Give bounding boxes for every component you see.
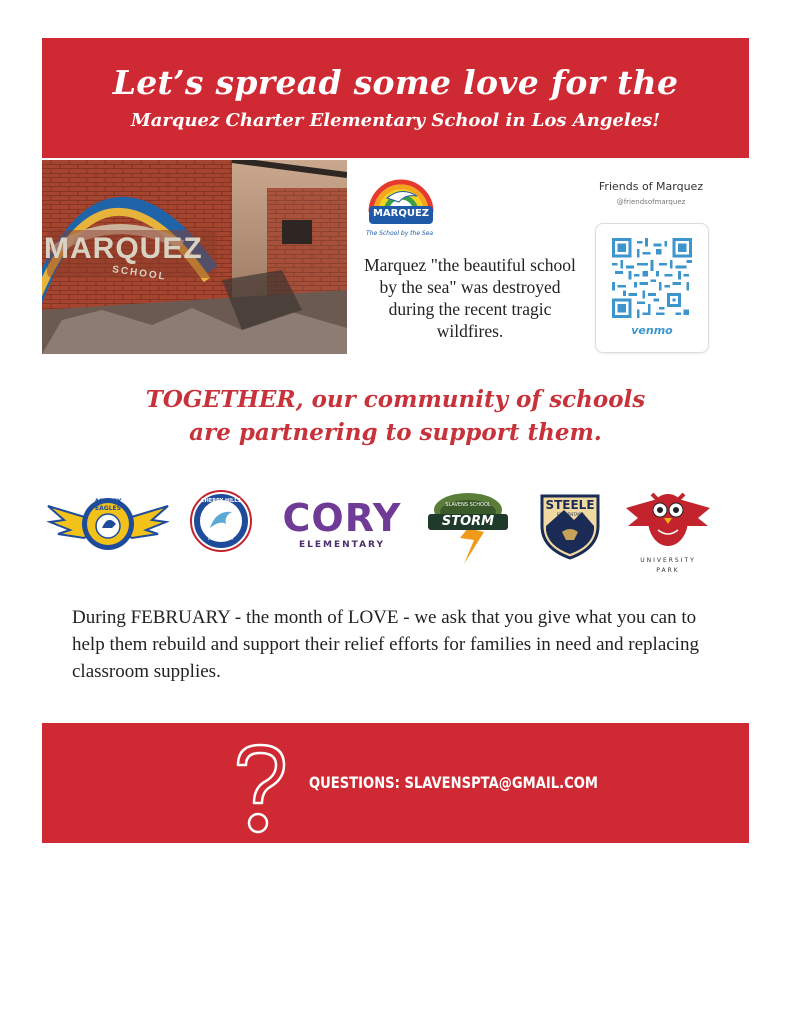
venmo-label: venmo <box>631 324 673 337</box>
february-appeal: During FEBRUARY - the month of LOVE - we ask that you give what you can to help them rebuild and support their relief efforts for families in need and replacing classroom supplies. <box>72 607 699 682</box>
cory-text: CORY <box>282 496 402 540</box>
steele-sub: ELEMENTARY <box>556 512 584 517</box>
footer-banner <box>42 723 749 843</box>
slavens-storm-logo <box>424 490 512 564</box>
venmo-handle: @friendsofmarquez <box>616 198 686 206</box>
university-park-text-2: PARK <box>656 567 680 574</box>
marquez-logo <box>365 172 437 236</box>
header-banner <box>42 38 749 158</box>
questions-contact[interactable]: QUESTIONS: SLAVENSPTA@GMAIL.COM <box>309 773 598 792</box>
marquez-logo-name: MARQUEZ <box>372 208 430 219</box>
venmo-card[interactable] <box>595 223 709 353</box>
headline: Let’s spread some love for the <box>112 63 679 102</box>
steele-text: STEELE <box>545 498 595 512</box>
burned-school-photo <box>42 160 347 354</box>
photo-sign-sub: SCHOOL <box>111 264 168 283</box>
subheadline: Marquez Charter Elementary School in Los Angeles! <box>130 110 661 131</box>
university-park-logo <box>622 486 714 578</box>
cory-sub: ELEMENTARY <box>298 540 386 550</box>
question-mark-icon <box>230 741 290 835</box>
venmo-qr-code[interactable] <box>612 238 692 318</box>
steele-elementary-logo <box>534 490 606 560</box>
marquez-description: Marquez "the beautiful school by the sea" was destroyed during the recent tragic wildfires. <box>364 255 576 341</box>
marquez-tagline: The School by the Sea <box>366 230 434 237</box>
asbury-text: ASBURY EAGLES <box>94 498 122 512</box>
university-park-text-1: UNIVERSITY <box>640 557 696 564</box>
storm-top-text: SLAVENS SCHOOL <box>445 502 491 508</box>
cherry-hills-sub: ELEMENTARY <box>207 536 235 541</box>
asbury-eagles-logo <box>44 494 172 554</box>
together-line-1: TOGETHER, our community of schools <box>145 386 646 413</box>
together-message <box>42 383 749 449</box>
photo-sign-text: MARQUEZ <box>44 232 203 265</box>
storm-text: STORM <box>441 514 495 529</box>
marquez-logo-sub: SCHOOL <box>392 220 410 225</box>
cherry-hills-text: CHERRY HILLS VILLAGE <box>200 498 242 510</box>
cory-elementary-logo <box>276 498 408 554</box>
together-line-2: are partnering to support them. <box>189 419 602 446</box>
cherry-hills-village-logo <box>190 490 252 552</box>
venmo-title: Friends of Marquez <box>598 180 704 193</box>
